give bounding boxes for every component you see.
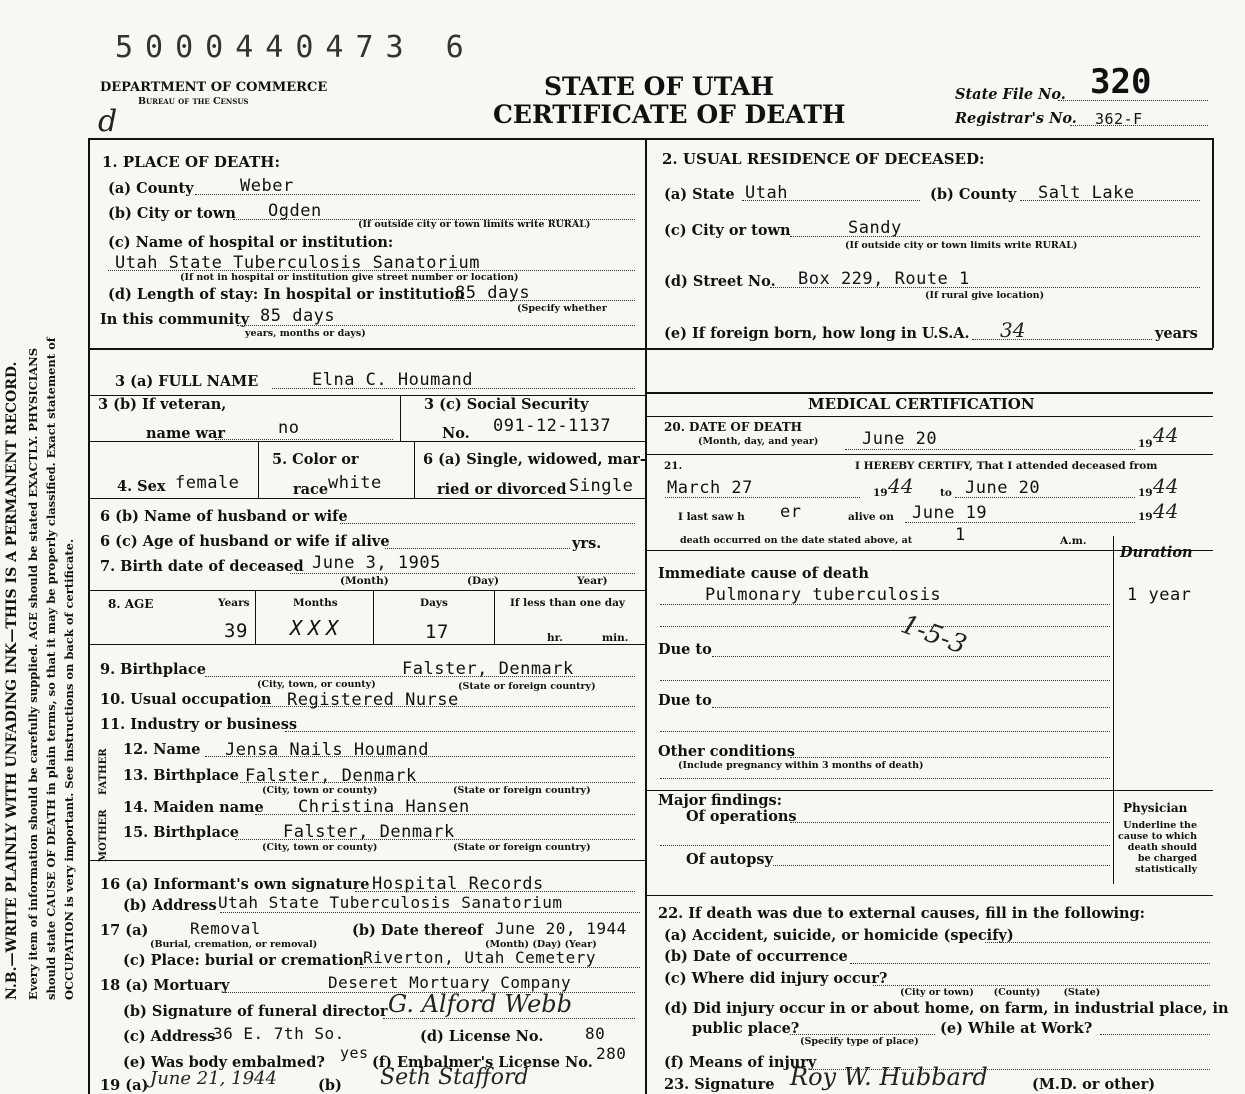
war-label: name war (146, 425, 226, 442)
certify-text: I HEREBY CERTIFY, That I attended deceased from (855, 460, 1158, 472)
medical-heading: MEDICAL CERTIFICATION (808, 395, 1035, 413)
mortuary-address-value: 36 E. 7th So. (213, 1024, 345, 1043)
father-name-label: 12. Name (123, 741, 201, 758)
corner-mark: d (98, 104, 118, 139)
pod-hospital-value: Utah State Tuberculosis Sanatorium (115, 253, 480, 273)
title-certificate: CERTIFICATE OF DEATH (493, 100, 846, 129)
state-file-number: 320 (1090, 62, 1152, 102)
birth-year-note: Year) (577, 575, 608, 587)
pod-specify-note: (Specify whether (517, 303, 607, 314)
color-label: 5. Color or (272, 451, 359, 468)
res-county-value: Salt Lake (1038, 183, 1135, 203)
father-birthplace-value: Falster, Denmark (245, 766, 417, 786)
margin-instructions-3: OCCUPATION is very important. See instructions on back of certificate. (62, 539, 76, 1000)
occurrence-date-label: (b) Date of occurrence (664, 948, 848, 965)
last-saw-date: June 19 (912, 503, 988, 523)
spouse-age-label: 6 (c) Age of husband or wife if alive (100, 533, 390, 550)
father-side-label: FATHER (98, 748, 109, 795)
full-name-value: Elna C. Houmand (312, 370, 474, 390)
dod-label: 20. DATE OF DEATH (664, 420, 802, 434)
marital-label-1: 6 (a) Single, widowed, mar- (423, 451, 646, 468)
pod-county-value: Weber (240, 176, 294, 196)
last-saw-value: er (780, 502, 802, 522)
age-less-day-head: If less than one day (510, 597, 626, 609)
birthplace-city-note: (City, town, or county) (257, 679, 376, 690)
age-months-head: Months (293, 597, 338, 609)
mother-name-label: 14. Maiden name (123, 799, 264, 816)
disposal-note: (Burial, cremation, or removal) (150, 939, 318, 950)
res-city-value: Sandy (848, 218, 902, 238)
occurred-ampm: A.m. (1060, 535, 1087, 547)
race-value: white (328, 473, 382, 493)
disposal-date-value: June 20, 1944 (495, 919, 627, 938)
burial-place-label: (c) Place: burial or cremation (123, 952, 364, 969)
serial-number: 5000440473 6 (115, 30, 476, 65)
embalmer-label: (f) Embalmer's License No. (372, 1054, 593, 1071)
disposal-date-label: (b) Date thereof (352, 922, 484, 939)
age-months-value: XXX (290, 616, 345, 640)
dod-year: 44 (1153, 423, 1179, 447)
due-to-label-2: Due to (658, 692, 712, 709)
disposal-value: Removal (190, 919, 261, 938)
res-state-value: Utah (745, 183, 788, 203)
res-county-label: (b) County (930, 186, 1017, 203)
occupation-value: Registered Nurse (287, 690, 459, 710)
filed-label: 19 (a) (100, 1077, 149, 1094)
pod-community-label: In this community (100, 311, 250, 328)
duration-head: Duration (1120, 544, 1193, 561)
age-days-head: Days (420, 597, 448, 609)
mother-city-note: (City, town or county) (262, 842, 378, 853)
res-foreign-label: (e) If foreign born, how long in U.S.A. (664, 325, 970, 342)
spouse-age-suffix: yrs. (572, 535, 602, 552)
mortuary-label: 18 (a) Mortuary (100, 977, 230, 994)
birthplace-value: Falster, Denmark (402, 659, 574, 679)
res-foreign-value: 34 (1000, 318, 1026, 342)
embalmed-label: (e) Was body embalmed? (123, 1054, 325, 1071)
last-saw-prefix: 19 (1138, 511, 1153, 523)
means-label: (f) Means of injury (664, 1054, 817, 1071)
mother-name-value: Christina Hansen (298, 797, 470, 817)
other-conditions-label: Other conditions (658, 743, 796, 760)
physician-signature: Roy W. Hubbard (790, 1063, 988, 1091)
veteran-label: 3 (b) If veteran, (98, 396, 227, 413)
place-of-death-heading: 1. PLACE OF DEATH: (102, 153, 281, 171)
department-label: DEPARTMENT OF COMMERCE (100, 80, 328, 95)
residence-heading: 2. USUAL RESIDENCE OF DECEASED: (662, 150, 985, 168)
race-label: race (293, 481, 329, 498)
due-to-label-1: Due to (658, 641, 712, 658)
res-state-label: (a) State (664, 186, 735, 203)
attend-to: June 20 (965, 478, 1041, 498)
to-label: to (940, 487, 952, 499)
embalmer-value: 280 (596, 1044, 627, 1063)
duration-value: 1 year (1127, 585, 1192, 605)
pod-hospital-label: (c) Name of hospital or institution: (108, 234, 394, 251)
father-city-note: (City, town or county) (262, 785, 378, 796)
sex-label: 4. Sex (117, 478, 166, 495)
immediate-value: Pulmonary tuberculosis (705, 585, 942, 605)
major-findings-label: Major findings: (658, 792, 782, 809)
bureau-label: Bureau of the Census (138, 96, 249, 107)
birth-month-note: (Month) (340, 575, 389, 587)
pod-city-value: Ogden (268, 201, 322, 221)
mother-state-note: (State or foreign country) (453, 842, 591, 853)
res-street-value: Box 229, Route 1 (798, 269, 970, 289)
physician-note: Underline the cause to which death should be charged statistically (1118, 820, 1197, 875)
pod-community-value: 85 days (260, 306, 336, 326)
cert-number: 21. (664, 460, 683, 472)
res-foreign-suffix: years (1155, 325, 1198, 342)
operations-label: Of operations (686, 808, 797, 825)
attend-from: March 27 (667, 478, 753, 498)
md-label: (M.D. or other) (1032, 1076, 1156, 1093)
res-city-label: (c) City or town (664, 222, 791, 239)
res-street-label: (d) Street No. (664, 273, 776, 290)
attend-from-year: 44 (888, 474, 914, 498)
pod-county-label: (a) County (108, 180, 194, 197)
age-years-value: 39 (224, 620, 248, 642)
physician-head: Physician (1123, 801, 1188, 815)
last-saw-label: I last saw h (678, 511, 745, 523)
marital-value: Single (569, 476, 634, 496)
autopsy-label: Of autopsy (686, 851, 773, 868)
father-state-note: (State or foreign country) (453, 785, 591, 796)
physician-scribble: 1-5-3 (896, 609, 971, 661)
pod-city-note: (If outside city or town limits write RURAL) (358, 219, 591, 230)
registrar-number: 362-F (1095, 110, 1143, 128)
other-conditions-note: (Include pregnancy within 3 months of death) (678, 760, 924, 771)
informant-sig-label: 16 (a) Informant's own signature (100, 876, 370, 893)
license-label: (d) License No. (420, 1028, 544, 1045)
director-label: (b) Signature of funeral director (123, 1003, 388, 1020)
margin-warning: N.B.—WRITE PLAINLY WITH UNFADING INK—THIS IS A PERMANENT RECORD. (4, 361, 20, 1000)
while-at-work-label: (e) While at Work? (940, 1020, 1093, 1037)
registrar-sig-label: (b) (318, 1077, 342, 1094)
res-city-note: (If outside city or town limits write RURAL) (845, 240, 1078, 251)
pod-hospital-note: (If not in hospital or institution give street number or location) (180, 272, 519, 283)
mother-birthplace-value: Falster, Denmark (283, 822, 455, 842)
birthplace-label: 9. Birthplace (100, 661, 206, 678)
injury-where-label: (c) Where did injury occur? (664, 970, 888, 987)
injury-home-label: (d) Did injury occur in or about home, on farm, in industrial place, in (664, 1000, 1229, 1017)
informant-sig-value: Hospital Records (372, 874, 544, 894)
informant-address-value: Utah State Tuberculosis Sanatorium (218, 893, 563, 912)
war-value: no (278, 418, 300, 438)
full-name-label: 3 (a) FULL NAME (115, 373, 259, 390)
birth-date-value: June 3, 1905 (312, 553, 441, 573)
last-saw-year: 44 (1153, 499, 1179, 523)
license-value: 80 (585, 1024, 606, 1043)
mother-birthplace-label: 15. Birthplace (123, 824, 240, 841)
public-place-label: public place? (692, 1020, 800, 1037)
age-hr-label: hr. (547, 632, 563, 644)
pod-stay-label: (d) Length of stay: In hospital or institution (108, 286, 465, 303)
age-days-value: 17 (425, 621, 449, 643)
margin-instructions-1: Every item of information should be carefully supplied. AGE should be stated EXACTLY. PHYSICIANS (26, 347, 40, 1000)
filed-date: June 21, 1944 (150, 1068, 277, 1089)
dod-note: (Month, day, and year) (698, 436, 819, 447)
birthplace-state-note: (State or foreign country) (458, 681, 596, 692)
dod-year-prefix: 19 (1138, 438, 1153, 450)
attend-from-prefix: 19 (873, 487, 888, 499)
physician-sig-label: 23. Signature (664, 1076, 775, 1093)
father-name-value: Jensa Nails Houmand (225, 740, 429, 760)
public-place-note: (Specify type of place) (800, 1036, 919, 1047)
pod-city-label: (b) City or town (108, 205, 236, 222)
occupation-label: 10. Usual occupation (100, 691, 272, 708)
ss-no-label: No. (442, 425, 470, 442)
alive-label: alive on (848, 511, 894, 523)
state-file-label: State File No. (955, 86, 1066, 103)
pod-years-note: years, months or days) (245, 328, 366, 339)
embalmed-value: yes (340, 1044, 369, 1062)
occurred-value: 1 (955, 525, 966, 545)
mortuary-value: Deseret Mortuary Company (328, 973, 572, 992)
father-birthplace-label: 13. Birthplace (123, 767, 240, 784)
ss-value: 091-12-1137 (493, 416, 612, 436)
occurred-label: death occurred on the date stated above, at (680, 535, 913, 546)
informant-address-label: (b) Address (123, 897, 217, 914)
external-heading: 22. If death was due to external causes, fill in the following: (658, 905, 1146, 922)
attend-to-prefix: 19 (1138, 487, 1153, 499)
res-street-note: (If rural give location) (925, 290, 1045, 301)
dod-value: June 20 (862, 429, 938, 449)
registrar-label: Registrar's No. (955, 110, 1077, 127)
spouse-label: 6 (b) Name of husband or wife (100, 508, 348, 525)
age-label: 8. AGE (108, 597, 154, 611)
title-state: STATE OF UTAH (544, 72, 774, 101)
attend-to-year: 44 (1153, 474, 1179, 498)
birth-date-label: 7. Birth date of deceased (100, 558, 304, 575)
disposal-label: 17 (a) (100, 922, 149, 939)
disposal-date-note: (Month) (Day) (Year) (485, 939, 597, 950)
marital-label-2: ried or divorced (437, 481, 567, 498)
age-min-label: min. (602, 632, 629, 644)
director-signature: G. Alford Webb (388, 990, 573, 1018)
age-years-head: Years (218, 597, 250, 609)
burial-place-value: Riverton, Utah Cemetery (363, 948, 597, 967)
margin-instructions-2: should state CAUSE OF DEATH in plain terms, so that it may be properly classified. Exact statement of (44, 337, 58, 1000)
accident-label: (a) Accident, suicide, or homicide (specify) (664, 927, 1014, 944)
birth-day-note: (Day) (467, 575, 499, 587)
mother-side-label: MOTHER (98, 809, 109, 862)
industry-label: 11. Industry or business (100, 716, 298, 733)
registrar-signature: Seth Stafford (380, 1065, 529, 1090)
injury-where-note: (City or town) (County) (State) (900, 987, 1101, 998)
ss-label: 3 (c) Social Security (424, 396, 589, 413)
immediate-label: Immediate cause of death (658, 565, 869, 582)
sex-value: female (175, 473, 240, 493)
pod-stay-value: 85 days (455, 283, 531, 303)
mortuary-address-label: (c) Address (123, 1028, 216, 1045)
